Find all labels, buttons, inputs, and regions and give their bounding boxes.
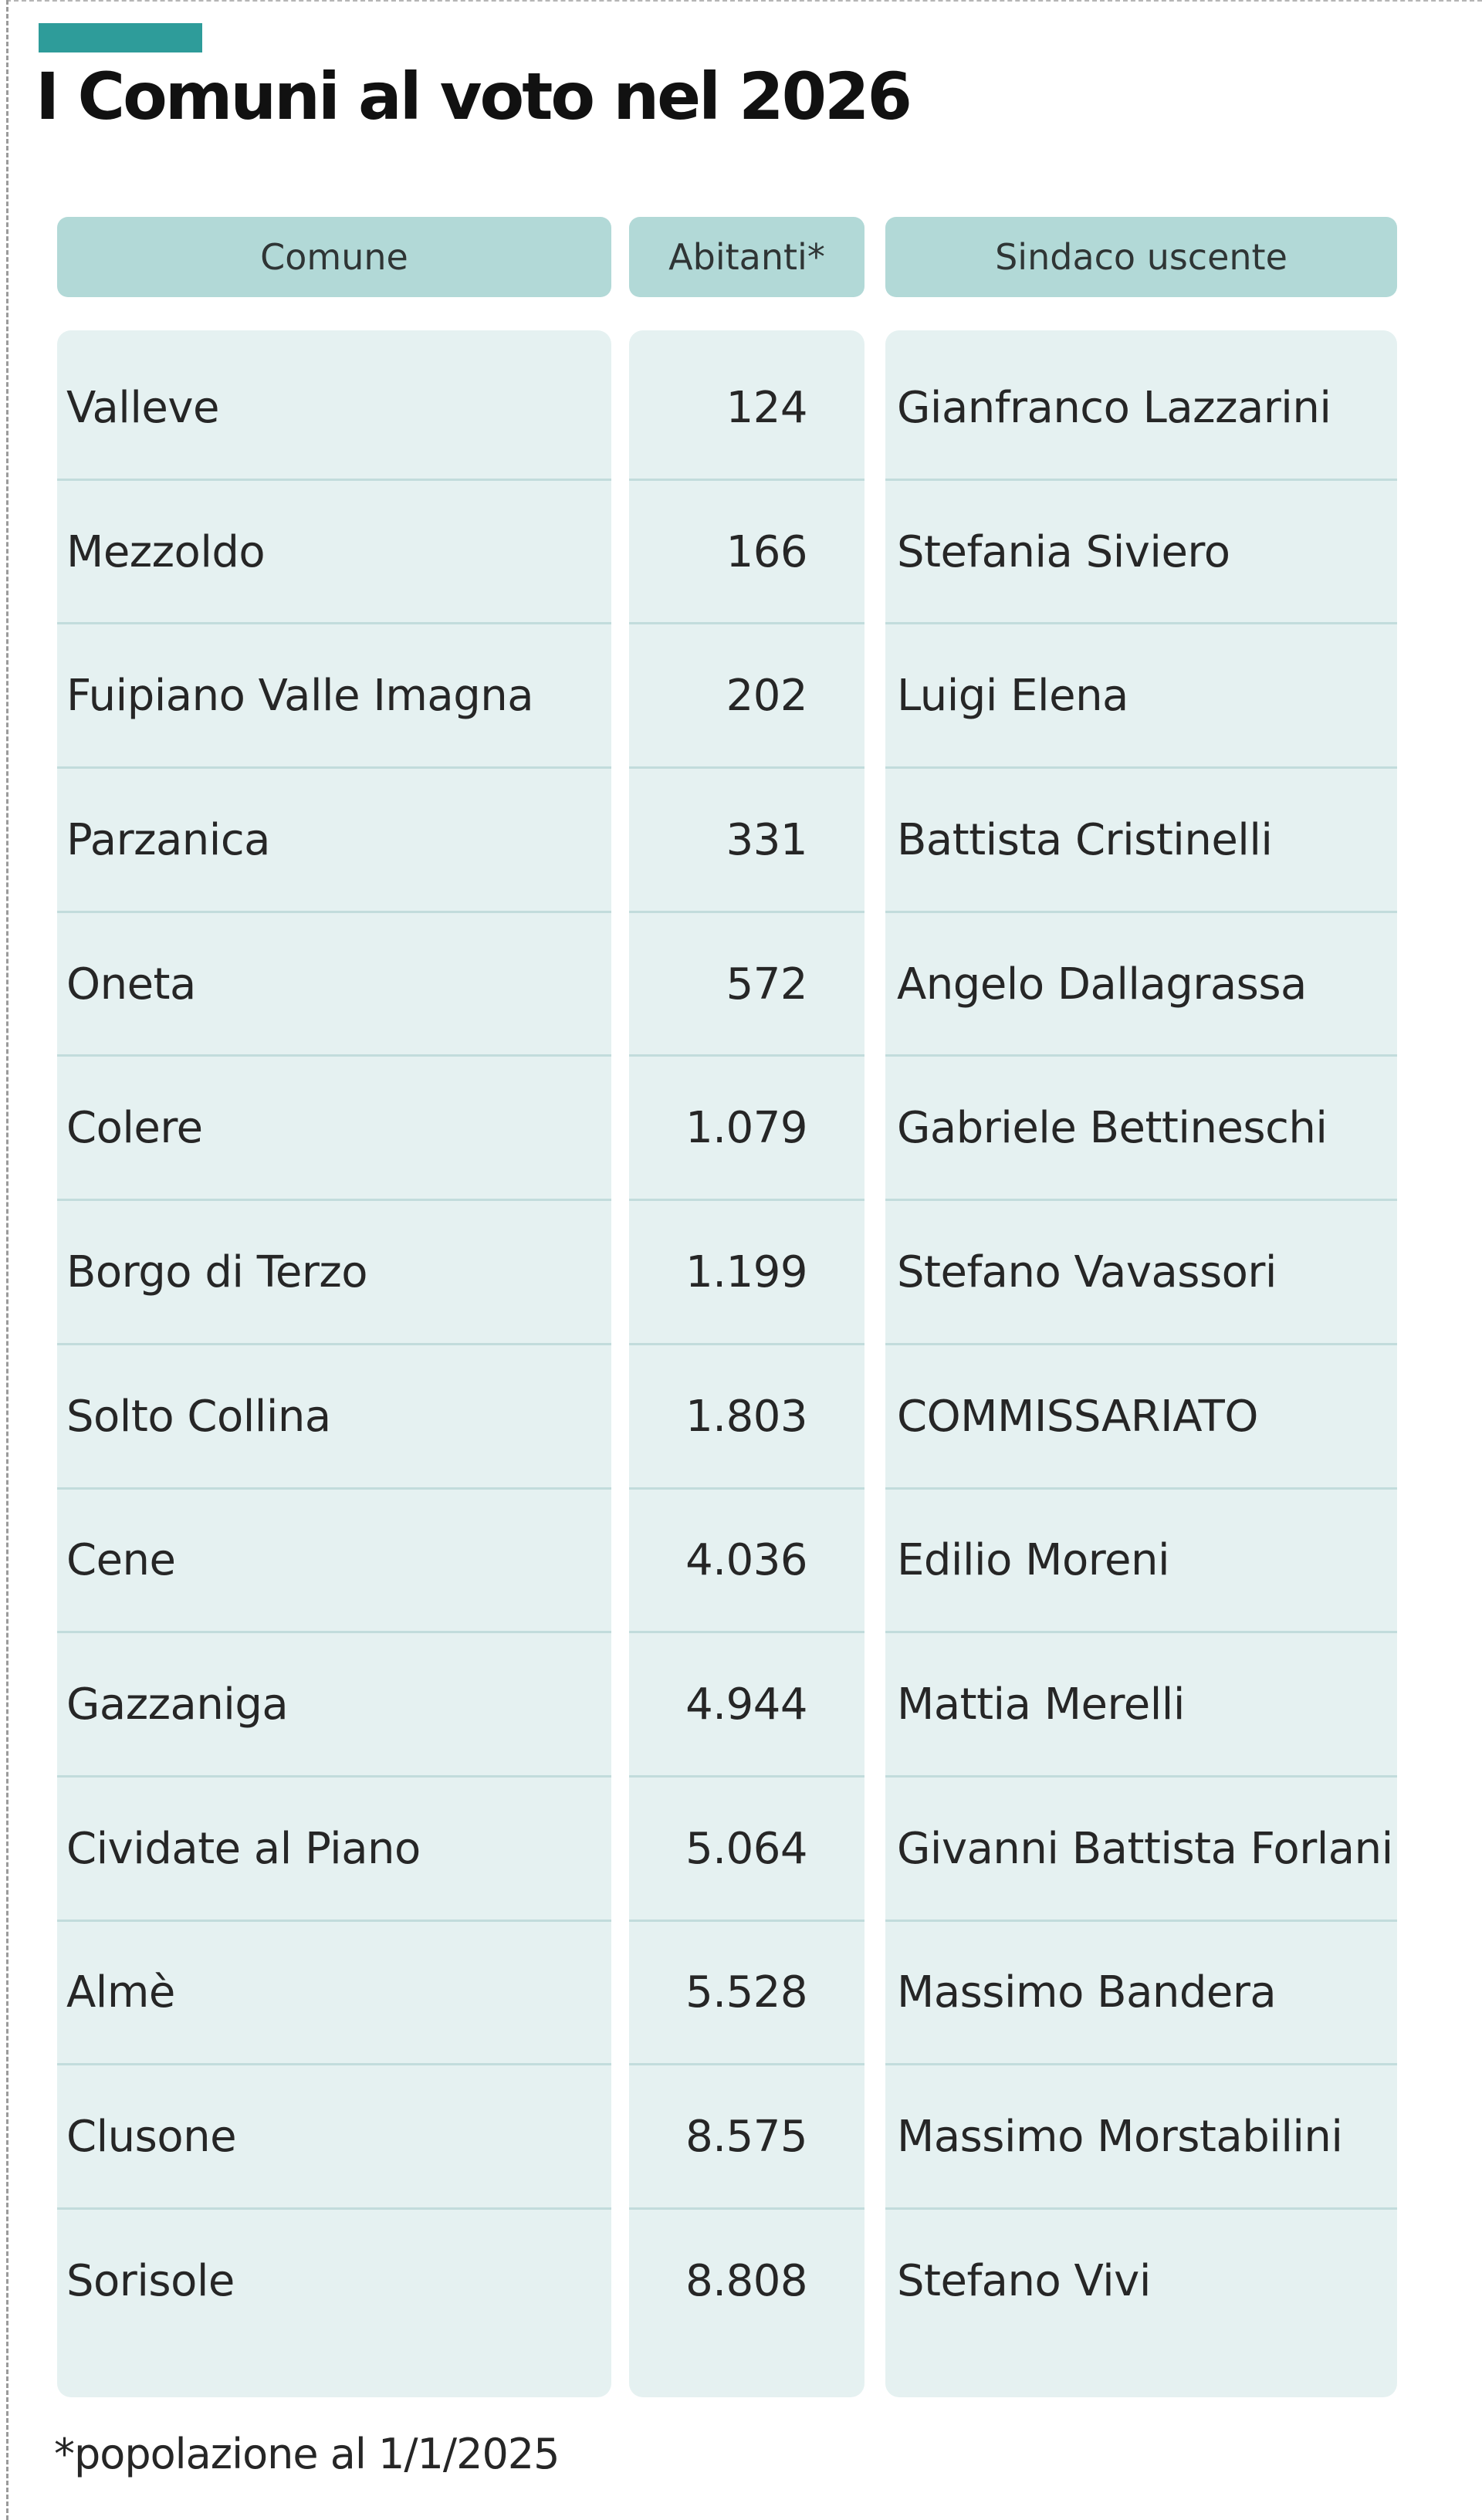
cell-comune: Parzanica bbox=[66, 814, 270, 865]
cell-sindaco: Luigi Elena bbox=[897, 671, 1128, 722]
cell-abitanti-value: 4.944 bbox=[685, 1679, 807, 1730]
cell-comune: Borgo di Terzo bbox=[66, 1246, 368, 1297]
cell-abitanti bbox=[629, 912, 864, 1057]
cell-sindaco: Gianfranco Lazzarini bbox=[897, 382, 1331, 433]
table-row bbox=[57, 912, 1397, 1057]
cell-comune: Almè bbox=[66, 1967, 175, 2018]
cell-sindaco: COMMISSARIATO bbox=[897, 1391, 1258, 1442]
cell-abitanti-value: 8.575 bbox=[685, 2112, 807, 2163]
table-row bbox=[57, 2065, 1397, 2209]
cell-comune: Mezzoldo bbox=[66, 526, 266, 577]
cell-abitanti-value: 124 bbox=[726, 382, 807, 433]
cell-abitanti bbox=[629, 1056, 864, 1200]
cell-abitanti-value: 1.199 bbox=[685, 1246, 807, 1297]
cell-abitanti-value: 166 bbox=[726, 526, 807, 577]
cell-abitanti bbox=[629, 1200, 864, 1345]
cell-abitanti bbox=[629, 1345, 864, 1489]
cell-comune: Colere bbox=[66, 1103, 203, 1154]
cell-comune: Oneta bbox=[66, 959, 196, 1010]
table-body bbox=[57, 336, 1397, 2353]
table-row bbox=[57, 1921, 1397, 2065]
cell-abitanti-value: 4.036 bbox=[685, 1535, 807, 1586]
cell-abitanti bbox=[629, 336, 864, 480]
table-row bbox=[57, 768, 1397, 912]
accent-bar bbox=[39, 23, 202, 52]
cell-abitanti bbox=[629, 2209, 864, 2353]
header-comune: Comune bbox=[57, 217, 611, 297]
cell-sindaco: Gabriele Bettineschi bbox=[897, 1103, 1328, 1154]
table-row bbox=[57, 1056, 1397, 1200]
frame-top-border bbox=[6, 0, 1482, 2]
table-row bbox=[57, 336, 1397, 480]
cell-abitanti bbox=[629, 1777, 864, 1921]
page-title: I Comuni al voto nel 2026 bbox=[36, 59, 910, 134]
cell-comune: Cividate al Piano bbox=[66, 1823, 421, 1874]
cell-sindaco: Stefano Vavassori bbox=[897, 1246, 1277, 1297]
table-row bbox=[57, 1200, 1397, 1345]
cell-sindaco: Stefania Siviero bbox=[897, 526, 1230, 577]
cell-comune: Valleve bbox=[66, 382, 219, 433]
cell-abitanti-value: 572 bbox=[726, 959, 807, 1010]
table-row bbox=[57, 1345, 1397, 1489]
cell-abitanti bbox=[629, 624, 864, 768]
cell-sindaco: Edilio Moreni bbox=[897, 1535, 1170, 1586]
cell-comune: Solto Collina bbox=[66, 1391, 331, 1442]
table-row bbox=[57, 480, 1397, 624]
footnote: *popolazione al 1/1/2025 bbox=[54, 2430, 560, 2478]
cell-comune: Cene bbox=[66, 1535, 176, 1586]
table-row bbox=[57, 1489, 1397, 1633]
cell-abitanti-value: 202 bbox=[726, 671, 807, 722]
table-row bbox=[57, 2209, 1397, 2353]
header-sindaco-uscente: Sindaco uscente bbox=[885, 217, 1397, 297]
cell-sindaco: Givanni Battista Forlani bbox=[897, 1823, 1393, 1874]
cell-sindaco: Angelo Dallagrassa bbox=[897, 959, 1307, 1010]
cell-abitanti-value: 331 bbox=[726, 814, 807, 865]
cell-abitanti bbox=[629, 2065, 864, 2209]
cell-abitanti bbox=[629, 1921, 864, 2065]
cell-sindaco: Battista Cristinelli bbox=[897, 814, 1273, 865]
cell-abitanti-value: 1.079 bbox=[685, 1103, 807, 1154]
cell-sindaco: Mattia Merelli bbox=[897, 1679, 1185, 1730]
cell-comune: Sorisole bbox=[66, 2255, 235, 2306]
table-row bbox=[57, 1777, 1397, 1921]
cell-abitanti bbox=[629, 1489, 864, 1633]
frame-left-border bbox=[6, 0, 8, 2520]
cell-abitanti-value: 5.528 bbox=[685, 1967, 807, 2018]
cell-abitanti-value: 8.808 bbox=[685, 2255, 807, 2306]
cell-abitanti-value: 1.803 bbox=[685, 1391, 807, 1442]
table-row bbox=[57, 624, 1397, 768]
cell-abitanti-value: 5.064 bbox=[685, 1823, 807, 1874]
cell-abitanti bbox=[629, 1632, 864, 1777]
cell-abitanti bbox=[629, 480, 864, 624]
cell-comune: Clusone bbox=[66, 2112, 237, 2163]
cell-comune: Gazzaniga bbox=[66, 1679, 289, 1730]
cell-sindaco: Massimo Bandera bbox=[897, 1967, 1277, 2018]
cell-comune: Fuipiano Valle Imagna bbox=[66, 671, 534, 722]
cell-sindaco: Massimo Morstabilini bbox=[897, 2112, 1343, 2163]
header-abitanti: Abitanti* bbox=[629, 217, 864, 297]
cell-abitanti bbox=[629, 768, 864, 912]
table-row bbox=[57, 1632, 1397, 1777]
cell-sindaco: Stefano Vivi bbox=[897, 2255, 1151, 2306]
